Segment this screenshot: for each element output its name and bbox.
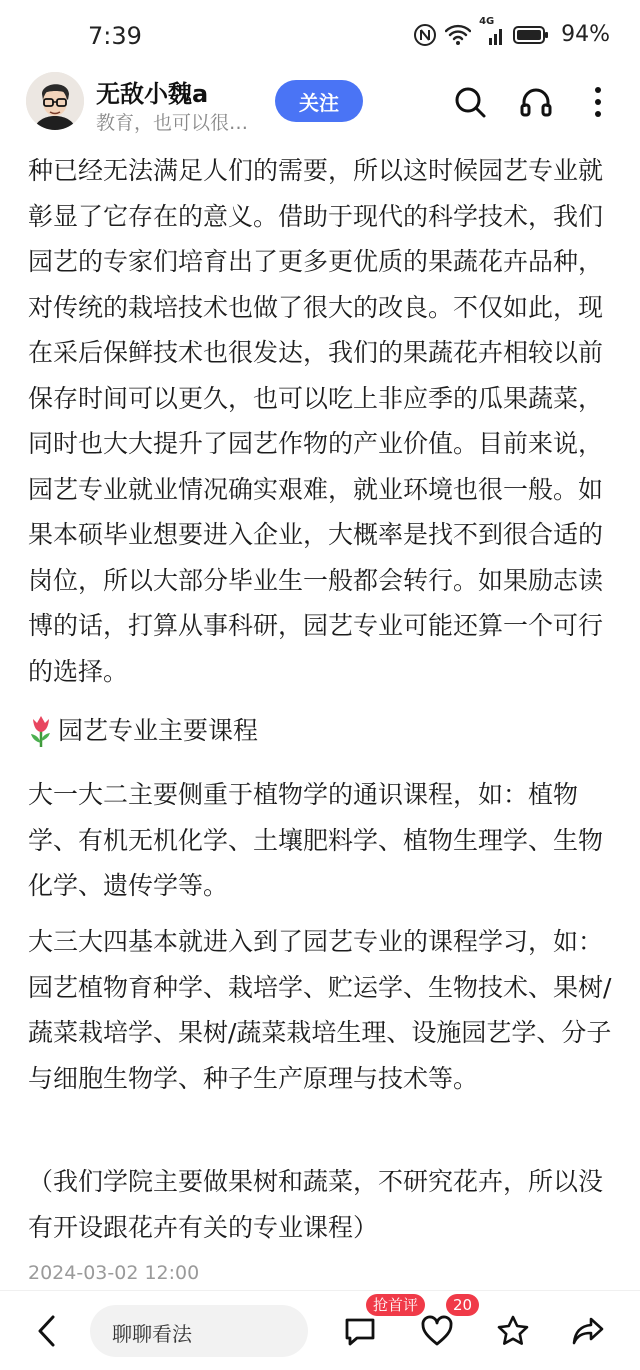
network-type-label: 4G — [479, 15, 495, 27]
like-count-badge: 20 — [446, 1294, 479, 1316]
like-icon[interactable] — [417, 1311, 457, 1351]
comment-placeholder: 聊聊看法 — [112, 1322, 192, 1346]
status-icons — [413, 15, 610, 47]
headphones-icon[interactable] — [516, 82, 556, 122]
publish-date: 2024-03-02 12:00 — [28, 1262, 200, 1284]
follow-button[interactable]: 关注 — [275, 80, 363, 122]
author-avatar[interactable] — [26, 72, 84, 130]
wifi-icon — [445, 24, 471, 46]
article-paragraph: 大三大四基本就进入到了园艺专业的课程学习，如：园艺植物育种学、栽培学、贮运学、生物技术、果树/蔬菜栽培学、果树/蔬菜栽培生理、设施园艺学、分子与细胞生物学、种子生产原理与技术等。 — [28, 927, 612, 1093]
section-heading — [28, 708, 618, 754]
more-icon[interactable] — [578, 82, 618, 122]
status-bar — [0, 0, 640, 70]
comment-input[interactable] — [90, 1305, 308, 1357]
back-button[interactable] — [26, 1311, 66, 1351]
author-description: 教育，也可以很… — [96, 112, 249, 134]
comment-icon[interactable] — [340, 1311, 380, 1351]
tulip-icon — [28, 713, 54, 749]
article-paragraph: 种已经无法满足人们的需要，所以这时候园艺专业就彰显了它存在的意义。借助于现代的科学技术，我们园艺的专家们培育出了更多更优质的果蔬花卉品种，对传统的栽培技术也做了很大的改良。不仅如此，现在采后保鲜技术也很发达，我们的果蔬花卉相较以前保存时间可以更久，也可以吃上非应季的瓜果蔬菜，同时也大大提升了园艺作物的产业价值。目前来说，园艺专业就业情况确实艰难，就业环境也很一般。如果本硕毕业想要进入企业，大概率是找不到很合适的岗位，所以大部分毕业生一般都会转行。如果励志读博的话，打算从事科研，园艺专业可能还算一个可行的选择。 — [28, 156, 604, 686]
share-icon[interactable] — [568, 1311, 608, 1351]
battery-percent: 94% — [561, 22, 610, 47]
section-heading-text: 园艺专业主要课程 — [58, 716, 259, 745]
favorite-star-icon[interactable] — [493, 1311, 533, 1351]
author-header — [0, 68, 640, 140]
battery-icon — [513, 25, 549, 45]
status-time: 7:39 — [88, 22, 142, 50]
article-paragraph: 大一大二主要侧重于植物学的通识课程，如：植物学、有机无机化学、土壤肥料学、植物生理学、生物化学、遗传学等。 — [28, 780, 604, 900]
signal-icon — [479, 15, 505, 46]
article-paragraph: （我们学院主要做果树和蔬菜，不研究花卉，所以没有开设跟花卉有关的专业课程） — [28, 1167, 604, 1242]
bottom-action-bar — [0, 1290, 640, 1370]
search-icon[interactable] — [450, 82, 490, 122]
nfc-icon — [413, 23, 437, 47]
comment-badge: 抢首评 — [366, 1294, 425, 1316]
author-name[interactable]: 无敌小魏a — [96, 80, 209, 108]
